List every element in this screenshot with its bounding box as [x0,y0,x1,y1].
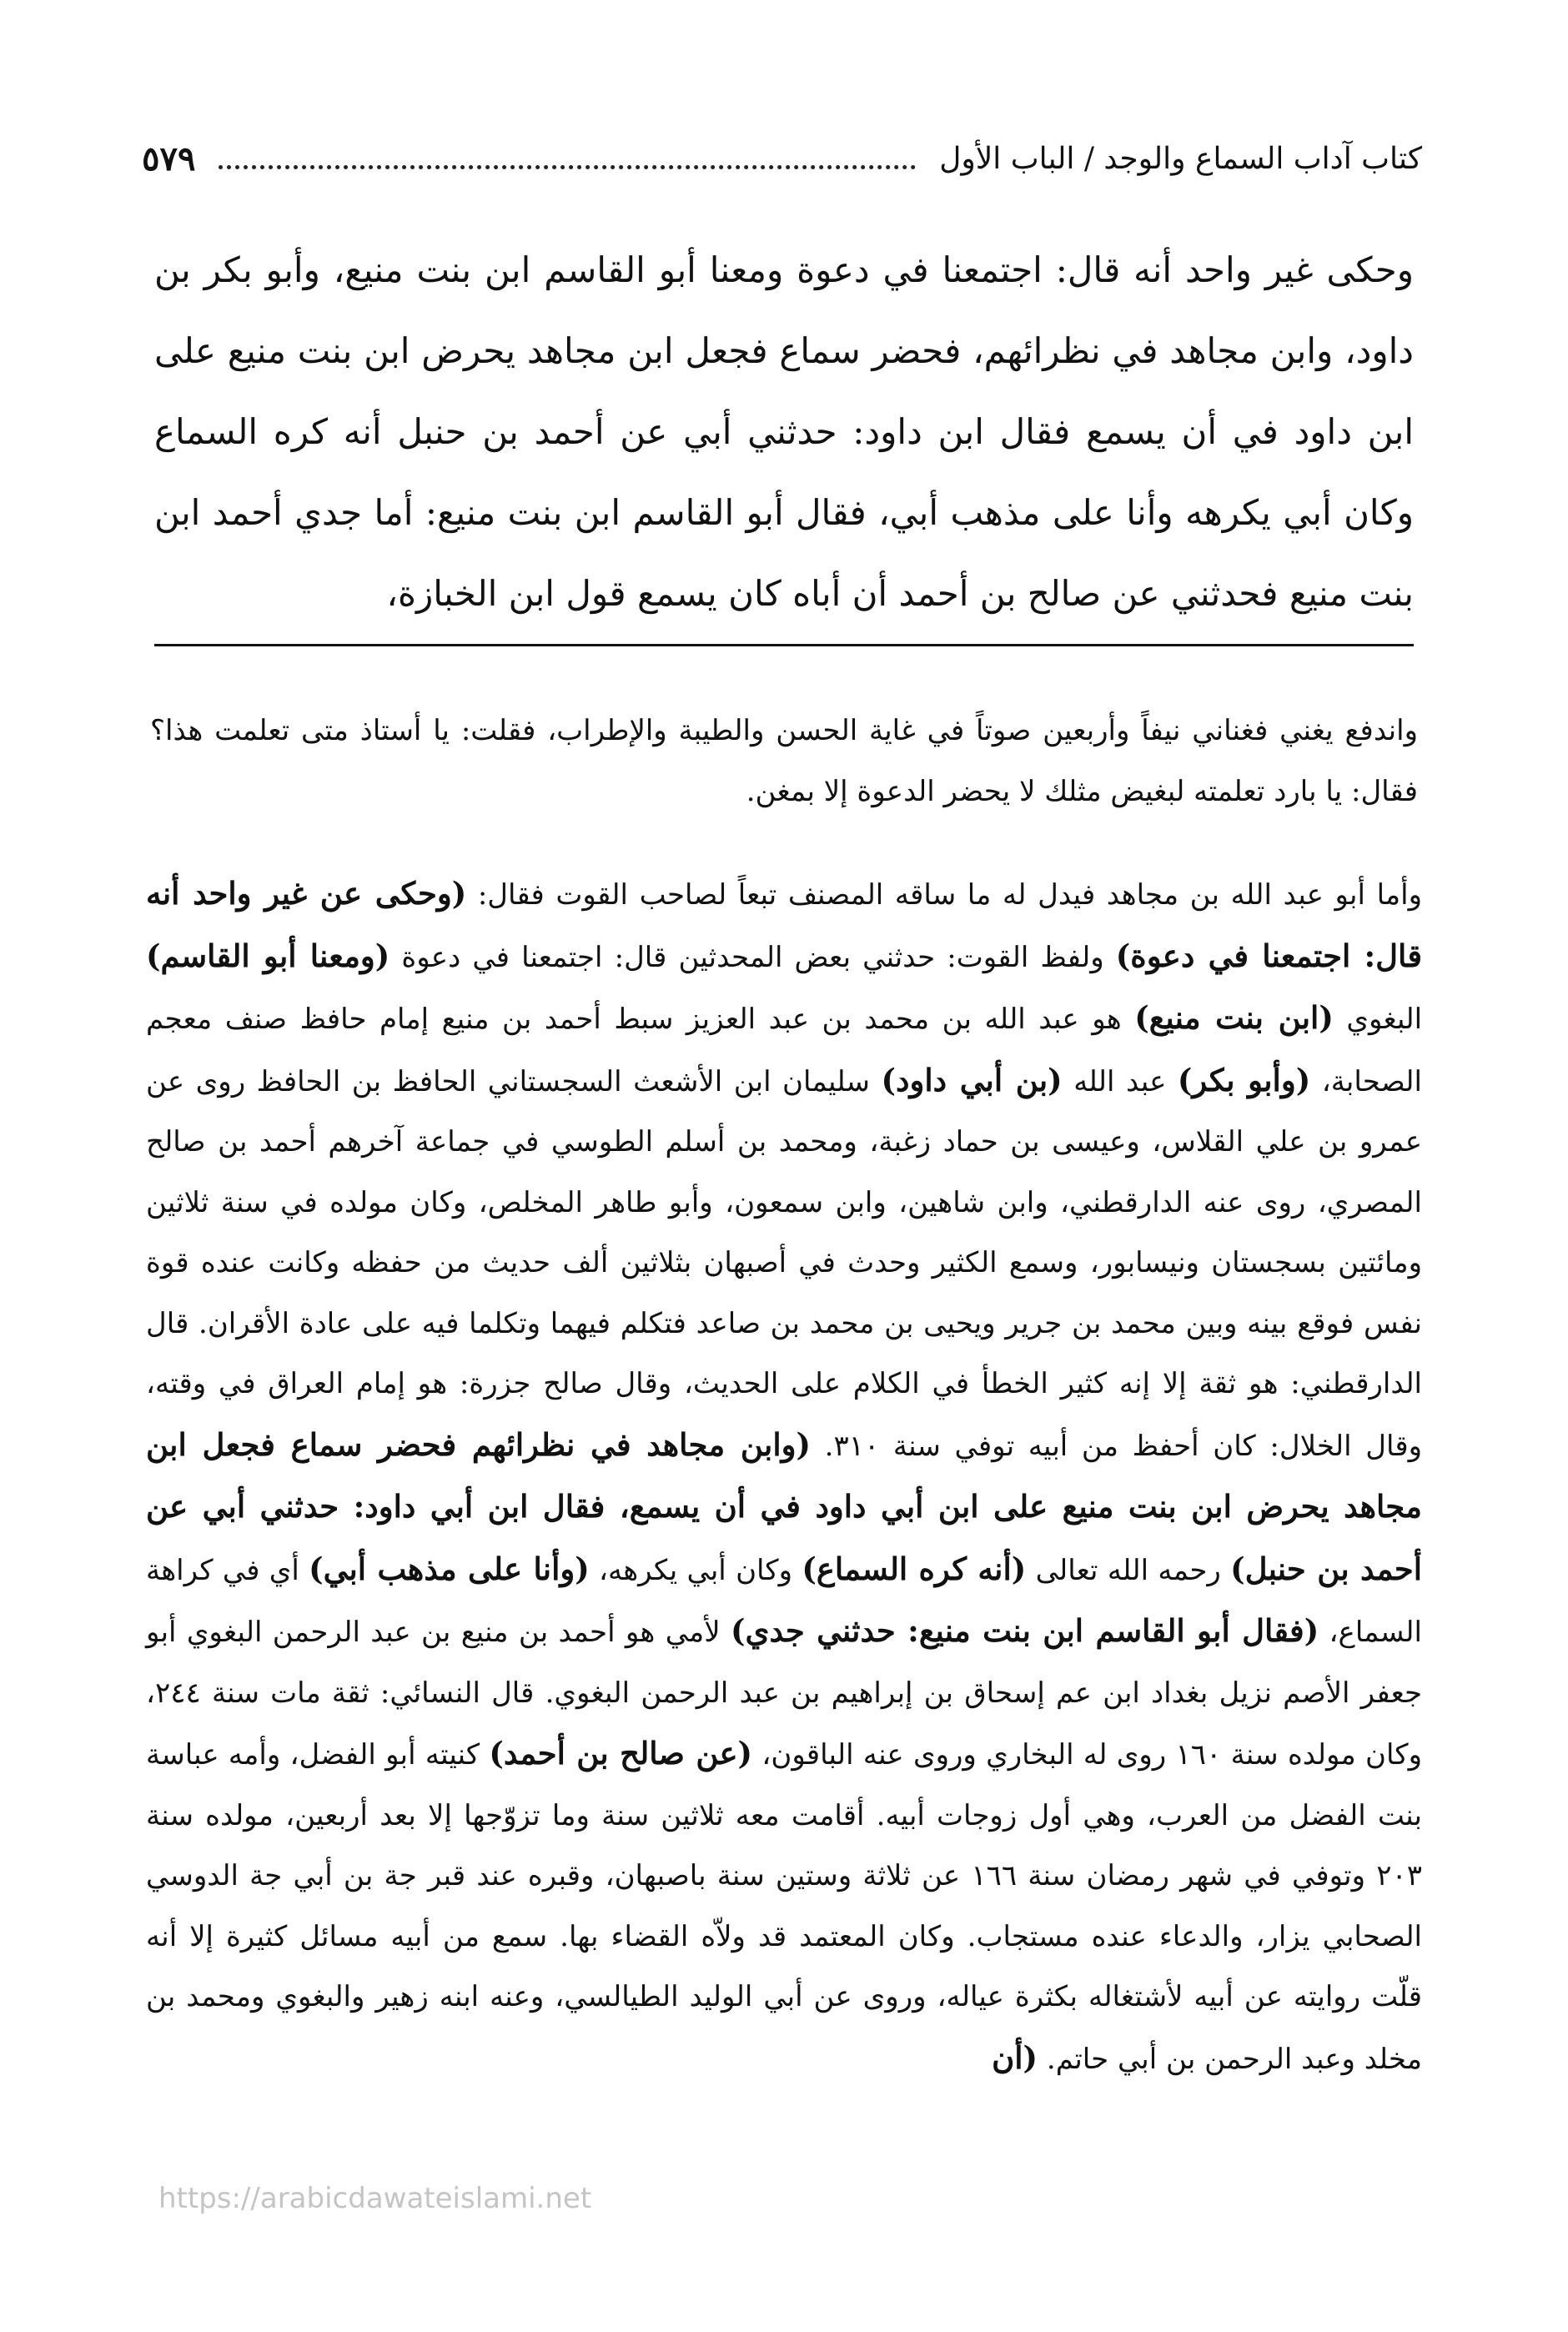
quoted-phrase: (بن أبي داود) [881,1061,1063,1098]
page-number: ٥٧٩ [142,138,196,178]
commentary-text: وكان أبي يكرهه، [589,1553,802,1587]
commentary-text: كنيته أبو الفضل، وأمه عباسة بنت الفضل من العرب، وهي أول زوجات أبيه. أقامت معه ثلاثين سنة وما تزوّجها إلا بعد أربعين، مولده سنة ٢٠٣ وتوفي في شهر رمضان سنة ١٦٦ عن ثلاثة وستين سنة باصبهان، وقبره عند قبر جة بن أبي جة الدوسي الصحابي يزار، والدعاء عنده مستجاب. وكان المعتمد قد ولاّه القضاء بها. سمع من أبيه مسائل كثيرة إلا أنه قلّت روايته عن أبيه لأشتغاله بكثرة عياله، وروى عن أبي الوليد الطيالسي، وعنه ابنه زهير والبغوي ومحمد بن مخلد وعبد الرحمن بن أبي حاتم. [146,1738,1422,2076]
commentary-text: سليمان ابن الأشعث السجستاني الحافظ بن الحافظ روى عن عمرو بن علي القلاس، وعيسى بن حماد زغبة، ومحمد بن أسلم الطوسي في جماعة آخرهم أحمد بن صالح المصري، روى عنه الدارقطني، وابن شاهين، وابن سمعون، وأبو طاهر المخلص، وكان مولده في سنة ثلاثين ومائتين بسجستان ونيسابور، وسمع الكثير وحدث في أصبهان بثلاثين ألف حديث من حفظه وكانت عنده قوة نفس فوقع بينه وبين محمد بن جرير ويحيى بن محمد بن صاعد فتكلم فيهما وتكلما فيه على عادة الأقران. قال الدارقطني: هو ثقة إلا إنه كثير الخطأ في الكلام على الحديث، وقال صالح جزرة: هو إمام العراق في وقته، وقال الخلال: كان أحفظ من أبيه توفي سنة ٣١٠. [146,1064,1422,1463]
watermark-url: https://arabicdawateislami.net [158,2182,592,2215]
running-header [142,125,1422,192]
quoted-phrase: (وأنا على مذهب أبي) [309,1550,590,1587]
footnote-paragraph: واندفع يغني فغناني نيفاً وأربعين صوتاً في غاية الحسن والطيبة والإطراب، فقلت: يا أستاذ متى تعلمت هذا؟ فقال: يا بارد تعلمته لبغيض مثلك لا يحضر الدعوة إلا بمغن. [150,714,1418,808]
quoted-phrase: (عن صالح بن أحمد) [489,1735,753,1772]
footnote-block [150,701,1418,822]
commentary-text: لأمي هو أحمد بن منيع بن عبد الرحمن البغوي أبو جعفر الأصم نزيل بغداد ابن عم إسحاق بن إبراهيم بن عبد الرحمن البغوي. قال النسائي: ثقة مات سنة ٢٤٤، وكان مولده سنة ١٦٠ روى له البخاري وروى عنه الباقون، [146,1616,1422,1772]
main-text-paragraph: وحكى غير واحد أنه قال: اجتمعنا في دعوة ومعنا أبو القاسم ابن بنت منيع، وأبو بكر بن داود، وابن مجاهد في نظرائهم، فحضر سماع فجعل ابن مجاهد يحرض ابن بنت منيع على ابن داود في أن يسمع فقال ابن داود: حدثني أبي عن أحمد بن حنبل أنه كره السماع وكان أبي يكرهه وأنا على مذهب أبي، فقال أبو القاسم ابن بنت منيع: أما جدي أحمد ابن بنت منيع فحدثني عن صالح بن أحمد أن أباه كان يسمع قول ابن الخبازة، [154,249,1414,614]
commentary-text: رحمه الله تعالى [1026,1553,1231,1587]
quoted-phrase: (وأبو بكر) [1177,1061,1311,1098]
quoted-phrase: (ومعنا أبو القاسم) [146,937,390,974]
quoted-phrase: (أن [992,2038,1038,2076]
running-header-title: كتاب آداب السماع والوجد / الباب الأول [939,141,1422,176]
commentary-text: عبد الله [1062,1064,1178,1098]
footnote-separator-rule [154,644,1414,646]
quoted-phrase: (وابن مجاهد في نظرائهم فحضر سماع فجعل ابن مجاهد يحرض ابن بنت منيع على ابن أبي داود في أن يسمع، فقال ابن أبي داود: حدثني أبي عن أحمد بن حنبل) [146,1425,1423,1587]
main-text-block [154,229,1414,634]
commentary-text: وأما أبو عبد الله بن مجاهد فيدل له ما ساقه المصنف تبعاً لصاحب القوت فقال: [466,878,1423,912]
header-dot-leader [219,165,916,169]
quoted-phrase: (فقال أبو القاسم ابن بنت منيع: حدثني جدي) [730,1612,1319,1649]
quoted-phrase: (ابن بنت منيع) [1134,999,1334,1036]
commentary-text: أي في كراهة السماع، [146,1553,1422,1649]
commentary-text: هو عبد الله بن محمد بن عبد العزيز سبط أحمد بن منيع إمام حافظ صنف معجم الصحابة، [146,1003,1422,1098]
quoted-phrase: (أنه كره السماع) [802,1550,1027,1587]
commentary-block [146,863,1422,2089]
quoted-phrase: (وحكى عن غير واحد أنه قال: اجتمعنا في دعوة) [146,875,1423,974]
commentary-text: ولفظ القوت: حدثني بعض المحدثين قال: اجتمعنا في دعوة [389,940,1116,974]
commentary-text: البغوي [1333,1003,1423,1036]
commentary-paragraph [146,863,1422,2089]
